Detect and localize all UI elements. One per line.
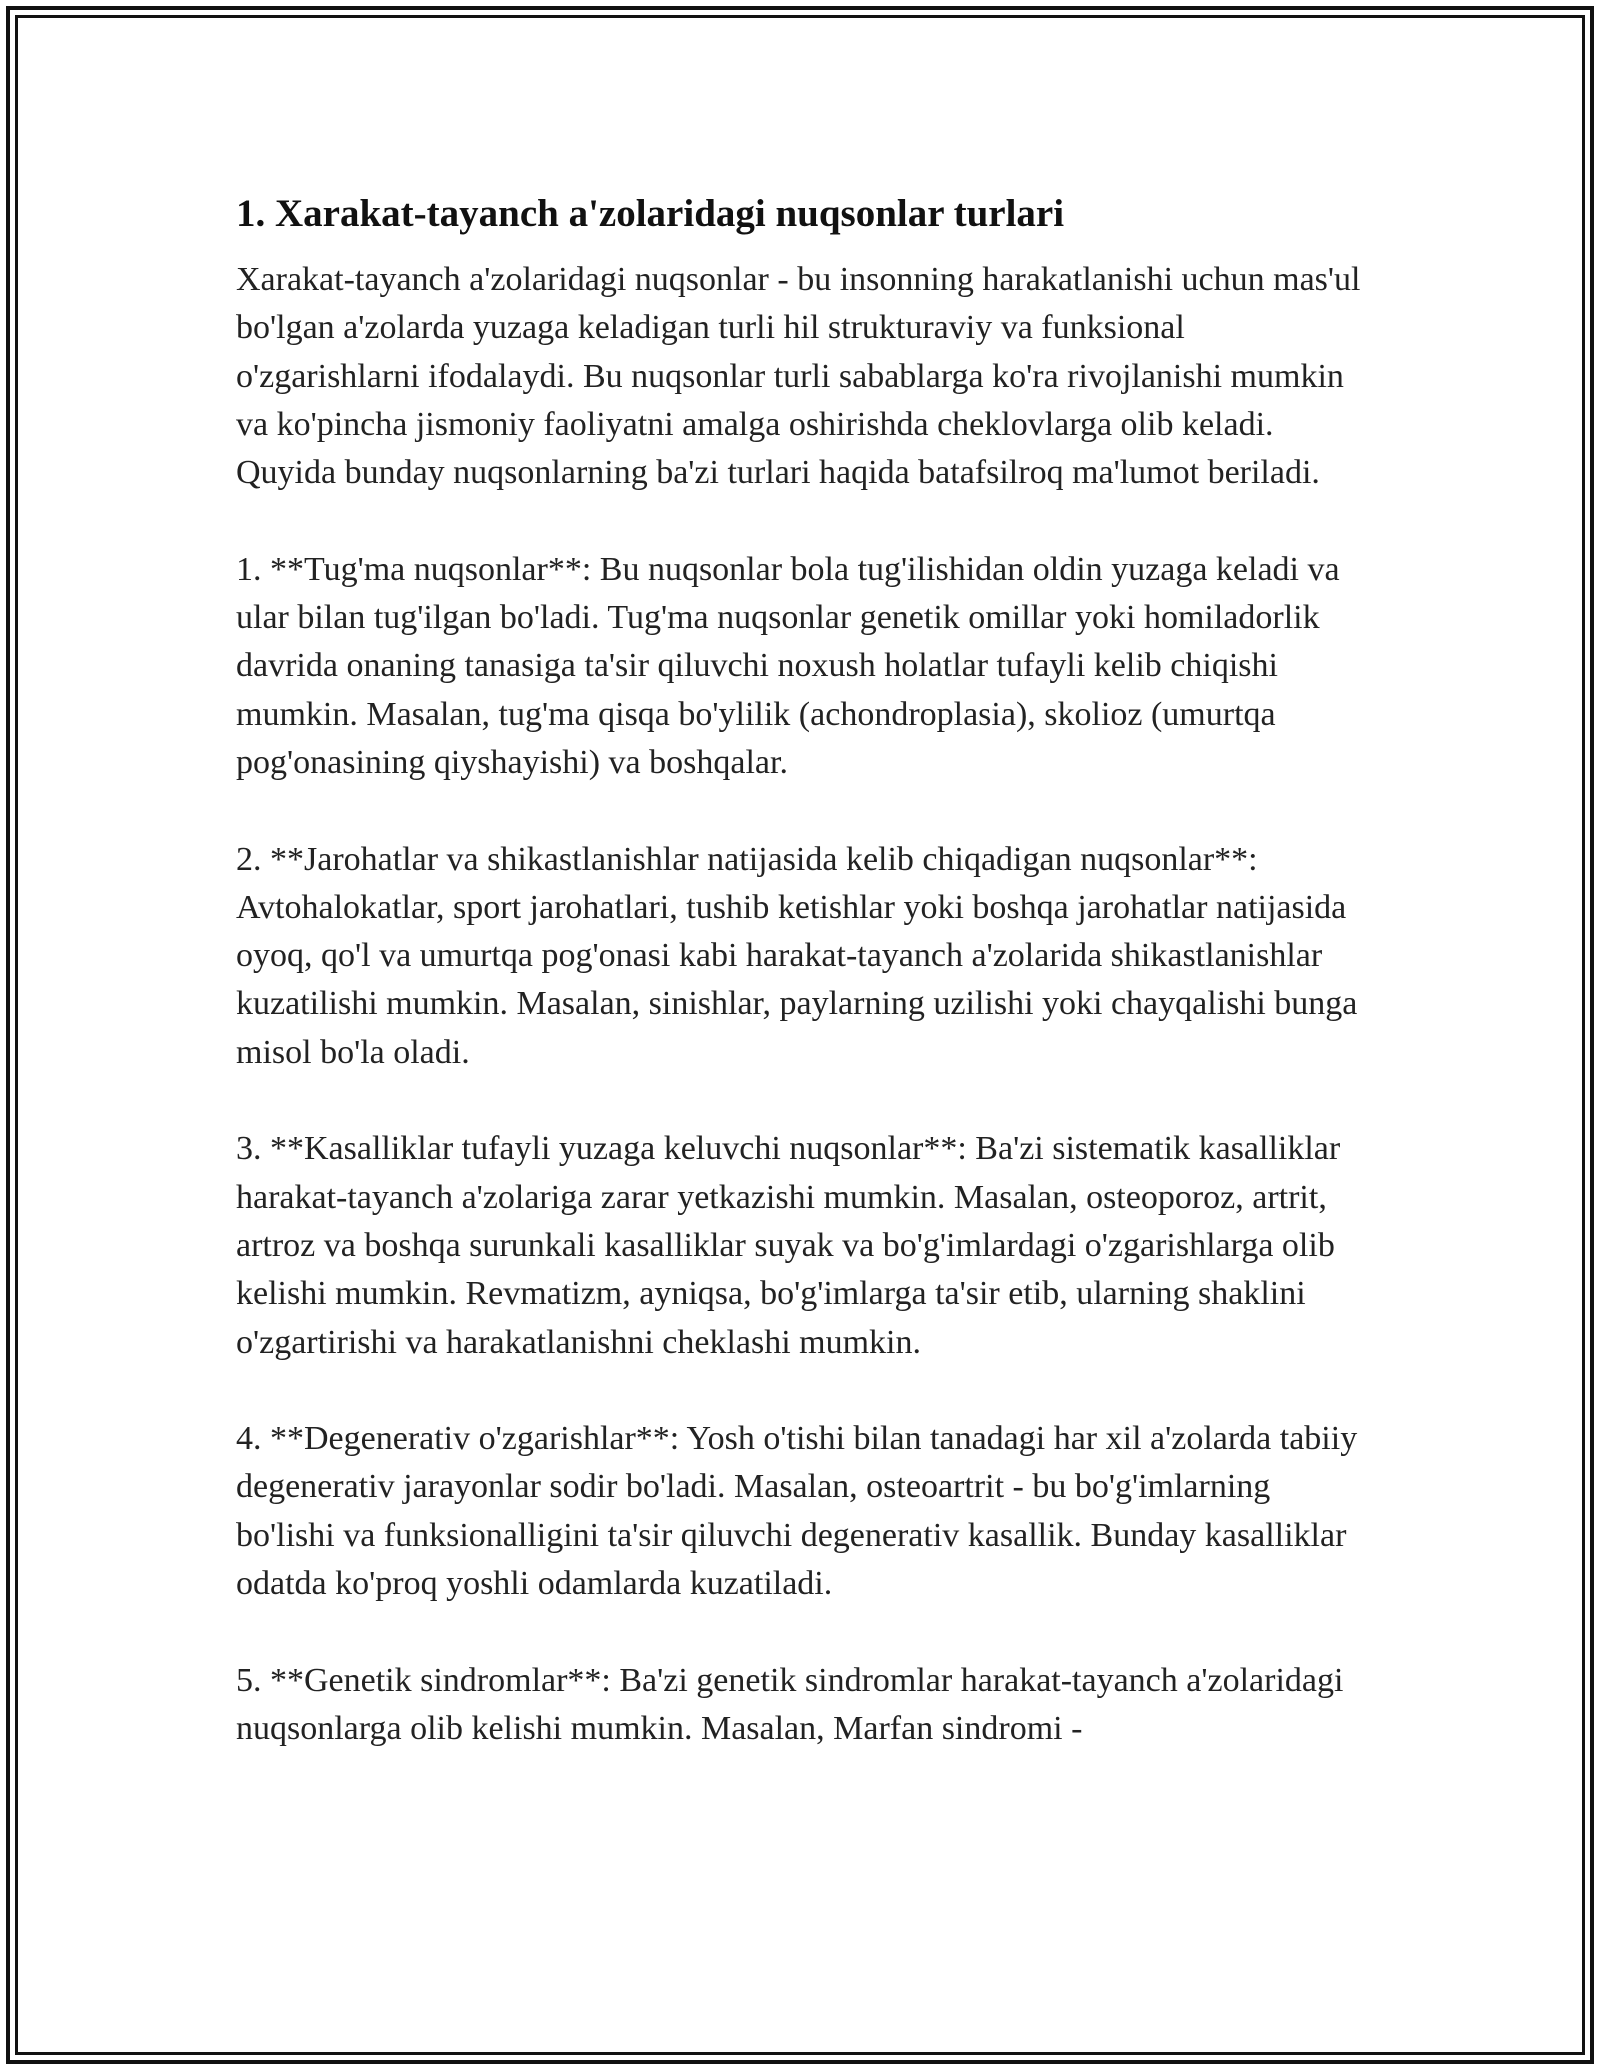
list-item-injury-defects: 2. **Jarohatlar va shikastlanishlar natijasida kelib chiqadigan nuqsonlar**: Avtohalokatlar, sport jarohatlari, tushib ketishlar yoki boshqa jarohatlar natijasida oyoq, qo'l va umurtqa pog'onasi kabi harakat-tayanch a'zolarida shikastlanishlar kuzatilishi mumkin. Masalan, sinishlar, paylarning uzilishi yoki chayqalishi bunga misol bo'la oladi.: [236, 840, 1358, 1071]
list-item-degenerative-changes: 4. **Degenerativ o'zgarishlar**: Yosh o'tishi bilan tanadagi har xil a'zolarda tabiiy degenerativ jarayonlar sodir bo'ladi. Masalan, osteoartrit - bu bo'g'imlarning bo'lishi va funksionalligini ta'sir qiluvchi degenerativ kasallik. Bunday kasalliklar odatda ko'proq yoshli odamlarda kuzatiladi.: [236, 1420, 1358, 1603]
intro-paragraph: Xarakat-tayanch a'zolaridagi nuqsonlar - bu insonning harakatlanishi uchun mas'ul bo'lgan a'zolarda yuzaga keladigan turli hil strukturaviy va funksional o'zgarishlarni ifodalaydi. Bu nuqsonlar turli sabablarga ko'ra rivojlanishi mumkin va ko'pincha jismoniy faoliyatni amalga oshirishda cheklovlarga olib keladi. Quyida bunday nuqsonlarning ba'zi turlari haqida batafsilroq ma'lumot beriladi.: [236, 261, 1361, 492]
list-item-disease-defects: 3. **Kasalliklar tufayli yuzaga keluvchi nuqsonlar**: Ba'zi sistematik kasalliklar harakat-tayanch a'zolariga zarar yetkazishi mumkin. Masalan, osteoporoz, artrit, artroz va boshqa surunkali kasalliklar suyak va bo'g'imlardagi o'zgarishlarga olib kelishi mumkin. Revmatizm, ayniqsa, bo'g'imlarga ta'sir etib, ularning shaklini o'zgartirishi va harakatlanishni cheklashi mumkin.: [236, 1130, 1341, 1361]
section-title: 1. Xarakat-tayanch a'zolaridagi nuqsonlar turlari: [236, 192, 1065, 235]
list-item-congenital-defects: 1. **Tug'ma nuqsonlar**: Bu nuqsonlar bola tug'ilishidan oldin yuzaga keladi va ular bilan tug'ilgan bo'ladi. Tug'ma nuqsonlar genetik omillar yoki homiladorlik davrida onaning tanasiga ta'sir qiluvchi noxush holatlar tufayli kelib chiqishi mumkin. Masalan, tug'ma qisqa bo'ylilik (achondroplasia), skolioz (umurtqa pog'onasining qiyshayishi) va boshqalar.: [236, 550, 1340, 781]
document-body: [236, 188, 1376, 1753]
list-item-genetic-syndromes: 5. **Genetik sindromlar**: Ba'zi genetik sindromlar harakat-tayanch a'zolaridagi nuqsonlarga olib kelishi mumkin. Masalan, Marfan sindromi -: [236, 1661, 1344, 1747]
